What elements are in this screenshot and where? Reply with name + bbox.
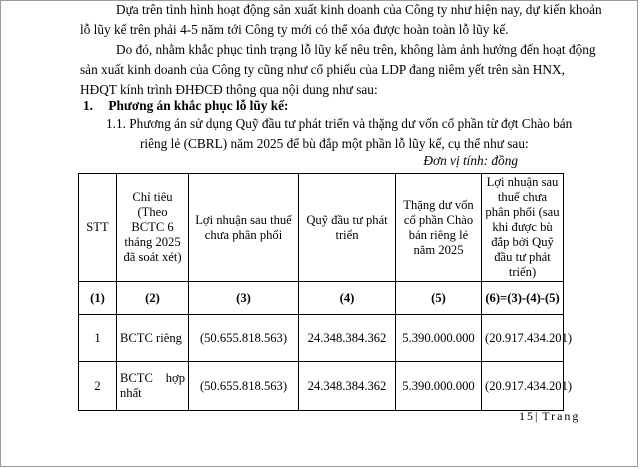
row-value: 5.390.000.000 <box>396 362 482 411</box>
page-number: 15 <box>519 409 535 423</box>
intro-line-2: lỗ lũy kế trên phải 4-5 năm tới Công ty mới có thể xóa được hoàn toàn lỗ lũy kế. <box>80 22 509 37</box>
index-cell: (2) <box>117 282 189 315</box>
intro-paragraph <box>80 0 602 40</box>
header-stt: STT <box>79 174 117 282</box>
page-footer <box>519 409 580 424</box>
row-value: (50.655.818.563) <box>189 362 299 411</box>
index-cell: (4) <box>299 282 396 315</box>
subsection-line-2: riêng lẻ (CBRL) năm 2025 để bù đắp một phần lỗ lũy kế, cụ thể như sau: <box>140 136 529 151</box>
table-row <box>79 315 564 362</box>
para2-line-3: HĐQT kính trình ĐHĐCĐ thông qua nội dung như sau: <box>80 82 378 97</box>
row-stt: 1 <box>79 315 117 362</box>
data-table <box>78 173 573 411</box>
row-value: (20.917.434.201) <box>482 315 564 362</box>
row-value: (50.655.818.563) <box>189 315 299 362</box>
row-label: BCTC riêng <box>117 315 189 362</box>
row-stt: 2 <box>79 362 117 411</box>
section-title: Phương án khắc phục lỗ lũy kế: <box>108 98 289 113</box>
page-label: Trang <box>542 409 581 423</box>
intro-line-1: Dựa trên tình hình hoạt động sản xuất kinh doanh của Công ty như hiện nay, dự kiến khoản <box>116 2 602 17</box>
header-loi-nhuan-sau: Lợi nhuận sau thuế chưa phân phối (sau khi được bù đắp bởi Quỹ đầu tư phát triển) <box>482 174 564 282</box>
row-value: 5.390.000.000 <box>396 315 482 362</box>
subsection-paragraph <box>80 114 573 154</box>
subsection-line-1: 1.1. Phương án sử dụng Quỹ đầu tư phát triển và thặng dư vốn cổ phần từ đợt Chào bán <box>106 116 573 131</box>
para2-line-2: sản xuất kinh doanh của Công ty cũng như cổ phiếu của LDP đang niêm yết trên sàn HNX, <box>80 62 565 77</box>
para2-line-1: Do đó, nhằm khắc phục tình trạng lỗ lũy kế nêu trên, không làm ảnh hưởng đến hoạt động <box>116 42 596 57</box>
index-cell: (6)=(3)-(4)-(5) <box>482 282 564 315</box>
table-header-row <box>79 174 564 282</box>
index-cell: (5) <box>396 282 482 315</box>
second-paragraph <box>80 40 596 100</box>
footer-divider: | <box>535 409 538 423</box>
unit-note: Đơn vị tính: đồng <box>423 153 518 168</box>
table-row <box>79 362 564 411</box>
header-chi-tieu: Chỉ tiêu (Theo BCTC 6 tháng 2025 đã soát xét) <box>117 174 189 282</box>
row-value: 24.348.384.362 <box>299 362 396 411</box>
row-value: 24.348.384.362 <box>299 315 396 362</box>
index-cell: (1) <box>79 282 117 315</box>
section-heading <box>83 97 288 115</box>
header-quy-dau-tu: Quỹ đầu tư phát triển <box>299 174 396 282</box>
row-label: BCTC hợp nhất <box>117 362 189 411</box>
index-cell: (3) <box>189 282 299 315</box>
table-index-row <box>79 282 564 315</box>
header-thang-du: Thặng dư vốn cổ phần Chào bán riêng lẻ năm 2025 <box>396 174 482 282</box>
row-value: (20.917.434.201) <box>482 362 564 411</box>
header-loi-nhuan: Lợi nhuận sau thuế chưa phân phối <box>189 174 299 282</box>
section-number: 1. <box>83 98 93 113</box>
